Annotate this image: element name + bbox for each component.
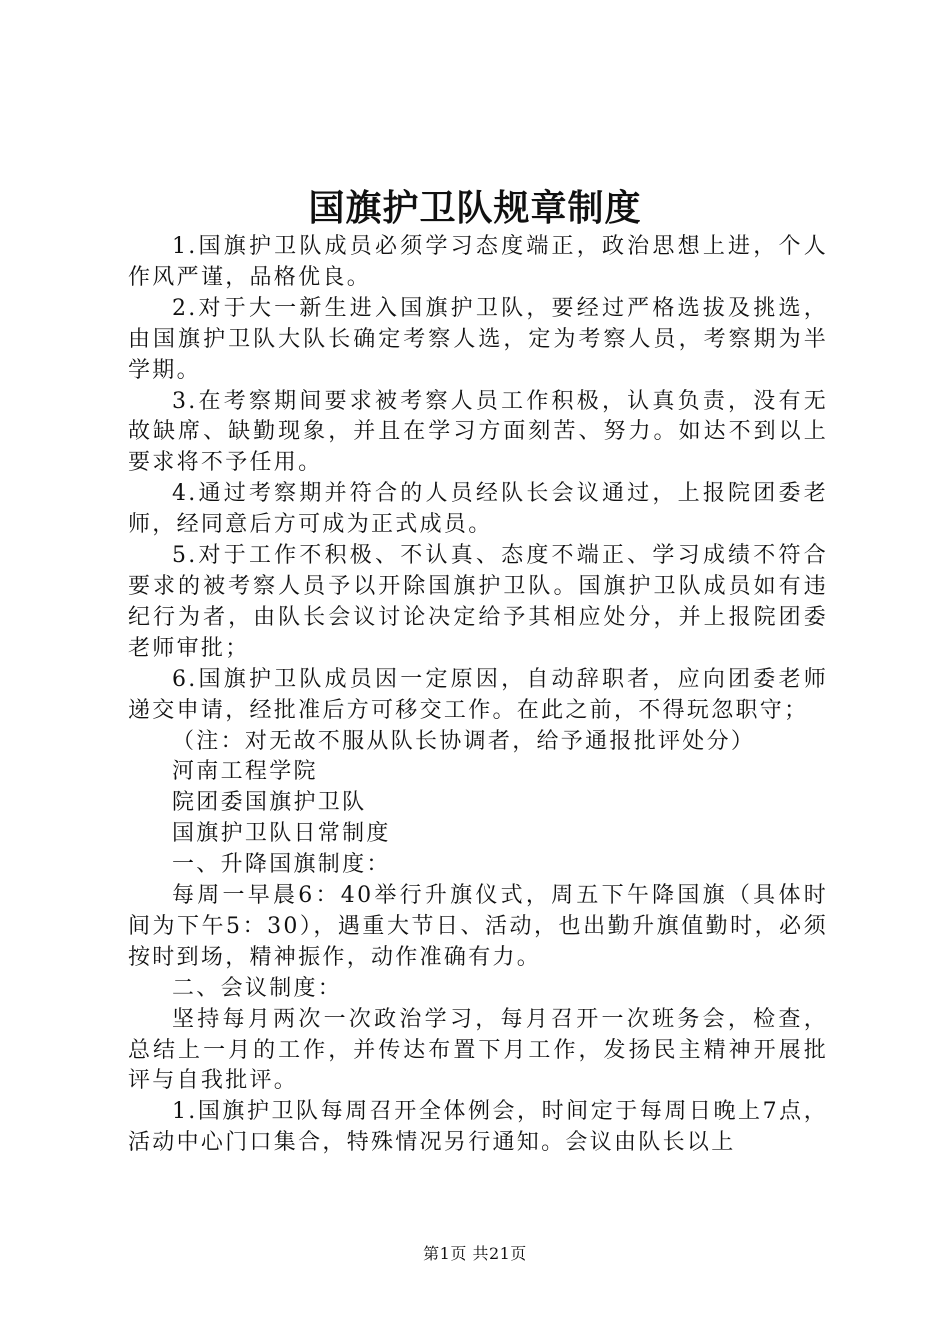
paragraph: 4.通过考察期并符合的人员经队长会议通过，上报院团委老师，经同意后方可成为正式成员。 xyxy=(128,481,828,538)
paragraph: 3.在考察期间要求被考察人员工作积极，认真负责，没有无故缺席、缺勤现象，并且在学习方面刻苦、努力。如达不到以上要求将不予任用。 xyxy=(128,388,828,476)
section-heading: 国旗护卫队日常制度 xyxy=(172,821,391,847)
subsection-heading: 二、会议制度： xyxy=(172,975,343,1001)
paragraph: 6.国旗护卫队成员因一定原因，自动辞职者，应向团委老师递交申请，经批准后方可移交工作。在此之前，不得玩忽职守； xyxy=(128,666,828,723)
note-paragraph: （注：对无故不服从队长协调者，给予通报批评处分） xyxy=(172,728,756,754)
org-unit-line: 院团委国旗护卫队 xyxy=(172,790,367,816)
paragraph: 5.对于工作不积极、不认真、态度不端正、学习成绩不符合要求的被考察人员予以开除国旗护卫队。国旗护卫队成员如有违纪行为者，由队长会议讨论决定给予其相应处分，并上报院团委老师审批； xyxy=(128,543,828,661)
paragraph: 2.对于大一新生进入国旗护卫队，要经过严格选拔及挑选，由国旗护卫队大队长确定考察人选，定为考察人员，考察期为半学期。 xyxy=(128,295,828,383)
paragraph: 坚持每月两次一次政治学习，每月召开一次班务会，检查，总结上一月的工作，并传达布置下月工作，发扬民主精神开展批评与自我批评。 xyxy=(128,1006,828,1094)
document-body xyxy=(128,232,828,1159)
page-number-footer: 第1页 共21页 xyxy=(423,1244,527,1263)
subsection-heading: 一、升降国旗制度： xyxy=(172,852,391,878)
document-title: 国旗护卫队规章制度 xyxy=(308,187,642,229)
paragraph: 1.国旗护卫队成员必须学习态度端正，政治思想上进，个人作风严谨，品格优良。 xyxy=(128,234,828,290)
paragraph: 每周一早晨6：40举行升旗仪式，周五下午降国旗（具体时间为下午5：30），遇重大节日、活动，也出勤升旗值勤时，必须按时到场，精神振作，动作准确有力。 xyxy=(128,883,828,970)
org-name-line: 河南工程学院 xyxy=(172,759,318,785)
paragraph: 1.国旗护卫队每周召开全体例会，时间定于每周日晚上7点，活动中心门口集合，特殊情况另行通知。会议由队长以上 xyxy=(128,1099,828,1156)
